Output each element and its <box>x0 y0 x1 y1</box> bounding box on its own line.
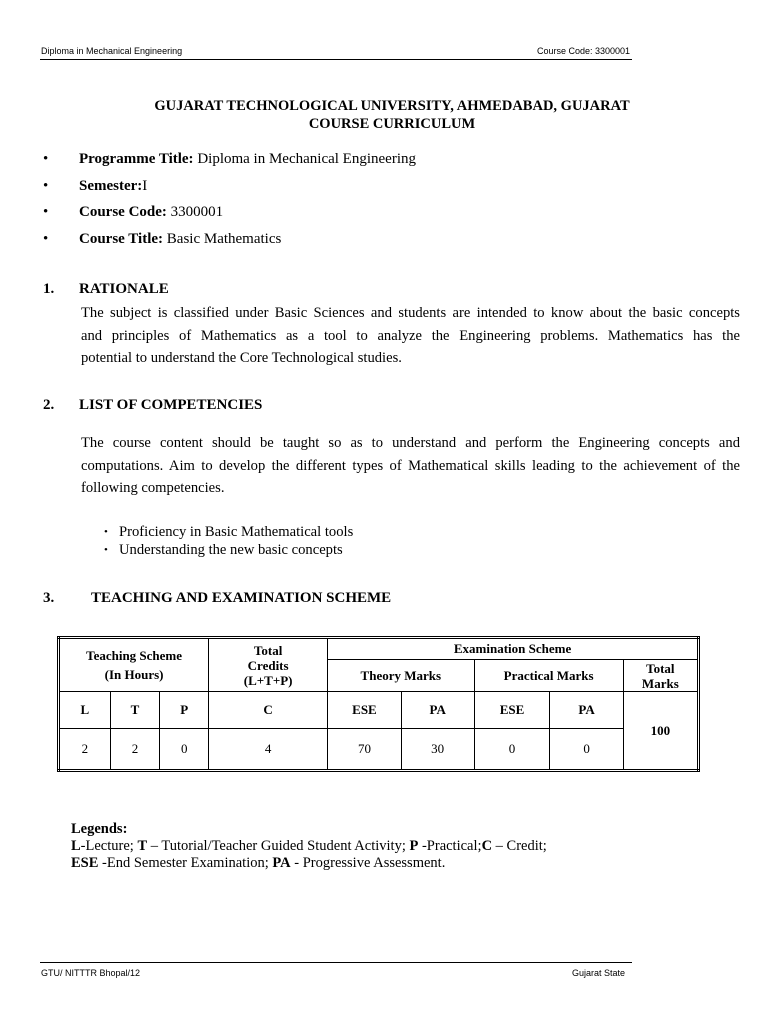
competency-text: Proficiency in Basic Mathematical tools <box>119 524 354 540</box>
paragraph-line: potential to understand the Core Technological studies. <box>81 350 402 366</box>
col-header-theory-pa: PA <box>401 692 474 729</box>
legends-heading: Legends: <box>71 821 128 837</box>
total-credits-header: Total Credits (L+T+P) <box>209 638 328 692</box>
header-course-code: Course Code: 3300001 <box>537 46 631 56</box>
value-practical-pa: 0 <box>550 729 623 771</box>
footer-right: Gujarat State <box>572 968 626 978</box>
legend-line-1: L-Lecture; T – Tutorial/Teacher Guided Student Activity; P -Practical;C – Credit; <box>71 838 547 854</box>
theory-marks-header: Theory Marks <box>328 660 474 692</box>
col-header-p: P <box>160 692 209 729</box>
paragraph-line: computations. Aim to develop the different types of Mathematical skills leading to the achievement of the <box>81 457 740 474</box>
competency-text: Understanding the new basic concepts <box>119 542 343 558</box>
course-title-value: Basic Mathematics <box>163 231 282 247</box>
practical-marks-header: Practical Marks <box>474 660 623 692</box>
value-theory-pa: 30 <box>401 729 474 771</box>
scheme-table <box>57 636 700 772</box>
value-p: 0 <box>160 729 209 771</box>
competencies-paragraph <box>81 432 740 500</box>
bullet-icon: • <box>43 178 49 194</box>
paragraph-line: and principles of Mathematics as a tool to analyze the Engineering problems. Mathematics has the <box>81 327 740 344</box>
col-header-practical-pa: PA <box>550 692 623 729</box>
bullet-icon: • <box>43 204 49 220</box>
total-marks-header: Total Marks <box>623 660 698 692</box>
legends <box>71 821 547 872</box>
section-number: 1. <box>43 281 55 297</box>
section-title: LIST OF COMPETENCIES <box>79 397 263 413</box>
course-code-value: 3300001 <box>166 204 224 220</box>
bullet-icon: • <box>43 231 49 247</box>
value-theory-ese: 70 <box>328 729 402 771</box>
section-title: RATIONALE <box>79 281 169 297</box>
section-number: 2. <box>43 397 55 413</box>
paragraph-line: The subject is classified under Basic Sciences and students are intended to know about the basic concepts <box>81 305 740 321</box>
paragraph-line: following competencies. <box>81 480 225 496</box>
course-code-label: Course Code: <box>79 204 167 220</box>
header-divider <box>40 59 632 60</box>
semester-value: I <box>142 178 148 194</box>
legend-line-2: ESE -End Semester Examination; PA - Progressive Assessment. <box>71 855 446 871</box>
bullet-icon: • <box>43 151 49 167</box>
footer-divider <box>40 962 632 963</box>
value-practical-ese: 0 <box>474 729 550 771</box>
col-header-c: C <box>209 692 328 729</box>
semester-label: Semester: <box>79 178 143 194</box>
curriculum-title: COURSE CURRICULUM <box>308 116 476 132</box>
section-title: TEACHING AND EXAMINATION SCHEME <box>91 590 392 606</box>
header-program: Diploma in Mechanical Engineering <box>41 46 183 56</box>
teaching-scheme-header: Teaching Scheme (In Hours) <box>59 638 209 692</box>
value-c: 4 <box>209 729 328 771</box>
col-header-theory-ese: ESE <box>328 692 402 729</box>
rationale-paragraph <box>81 302 740 370</box>
section-number: 3. <box>43 590 55 606</box>
bullet-icon: • <box>104 544 108 556</box>
col-header-l: L <box>59 692 111 729</box>
value-t: 2 <box>110 729 160 771</box>
course-title-label: Course Title: <box>79 231 164 247</box>
university-title: GUJARAT TECHNOLOGICAL UNIVERSITY, AHMEDABAD, GUJARAT <box>154 98 630 114</box>
total-marks-value: 100 <box>623 692 698 771</box>
value-l: 2 <box>59 729 111 771</box>
footer-left: GTU/ NITTTR Bhopal/12 <box>41 968 141 978</box>
col-header-t: T <box>110 692 160 729</box>
programme-title-label: Programme Title: <box>79 151 194 167</box>
paragraph-line: The course content should be taught so as to understand and perform the Engineering concepts and <box>81 435 740 451</box>
col-header-practical-ese: ESE <box>474 692 550 729</box>
examination-scheme-header: Examination Scheme <box>328 638 699 660</box>
bullet-icon: • <box>104 526 108 538</box>
programme-title-value: Diploma in Mechanical Engineering <box>193 151 416 167</box>
